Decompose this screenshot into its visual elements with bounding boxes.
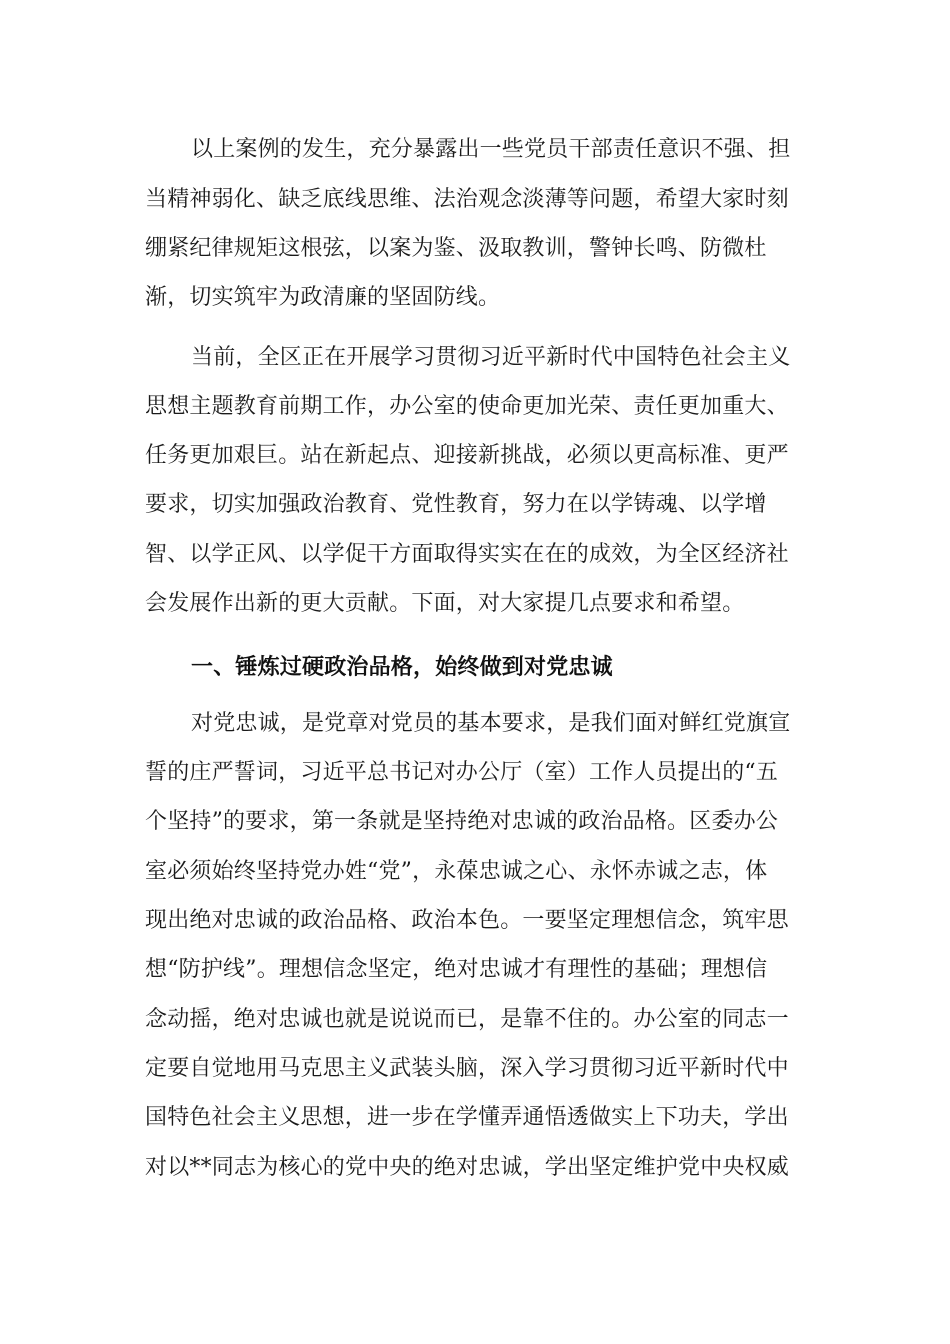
paragraph-3-line-3: 个坚持”的要求，第一条就是坚持绝对忠诚的政治品格。区委办公 bbox=[145, 809, 779, 834]
paragraph-3-line-4: 室必须始终坚持党办姓“党”，永葆忠诚之心、永怀赤诚之志，体 bbox=[145, 859, 768, 884]
paragraph-1-line-1: 以上案例的发生，充分暴露出一些党员干部责任意识不强、担 bbox=[191, 137, 791, 162]
paragraph-2-line-6: 会发展作出新的更大贡献。下面，对大家提几点要求和希望。 bbox=[145, 591, 745, 616]
paragraph-2-line-2: 思想主题教育前期工作，办公室的使命更加光荣、责任更加重大、 bbox=[145, 394, 789, 419]
paragraph-3-line-5: 现出绝对忠诚的政治品格、政治本色。一要坚定理想信念，筑牢思 bbox=[145, 908, 789, 933]
paragraph-2-line-3: 任务更加艰巨。站在新起点、迎接新挑战，必须以更高标准、更严 bbox=[145, 443, 789, 468]
paragraph-3-line-1: 对党忠诚，是党章对党员的基本要求，是我们面对鲜红党旗宣 bbox=[191, 711, 791, 736]
section-heading: 一、锤炼过硬政治品格，始终做到对党忠诚 bbox=[191, 654, 613, 680]
paragraph-1-line-4: 渐，切实筑牢为政清廉的坚固防线。 bbox=[145, 285, 501, 310]
paragraph-2-line-1: 当前，全区正在开展学习贯彻习近平新时代中国特色社会主义 bbox=[191, 345, 791, 370]
paragraph-1-line-3: 绷紧纪律规矩这根弦，以案为鉴、汲取教训，警钟长鸣、防微杜 bbox=[145, 236, 767, 261]
paragraph-3-line-2: 誓的庄严誓词，习近平总书记对办公厅（室）工作人员提出的“五 bbox=[145, 760, 779, 785]
paragraph-3-line-7: 念动摇，绝对忠诚也就是说说而已，是靠不住的。办公室的同志一 bbox=[145, 1007, 789, 1032]
paragraph-3-line-10: 对以**同志为核心的党中央的绝对忠诚，学出坚定维护党中央权威 bbox=[145, 1155, 790, 1180]
paragraph-2-line-4: 要求，切实加强政治教育、党性教育，努力在以学铸魂、以学增 bbox=[145, 492, 767, 517]
paragraph-3-line-6: 想“防护线”。理想信念坚定，绝对忠诚才有理性的基础；理想信 bbox=[145, 957, 768, 982]
paragraph-3-line-8: 定要自觉地用马克思主义武装头脑，深入学习贯彻习近平新时代中 bbox=[145, 1056, 789, 1081]
paragraph-1-line-2: 当精神弱化、缺乏底线思维、法治观念淡薄等问题，希望大家时刻 bbox=[145, 187, 789, 212]
paragraph-2-line-5: 智、以学正风、以学促干方面取得实实在在的成效，为全区经济社 bbox=[145, 542, 789, 567]
paragraph-3-line-9: 国特色社会主义思想，进一步在学懂弄通悟透做实上下功夫，学出 bbox=[145, 1105, 789, 1130]
